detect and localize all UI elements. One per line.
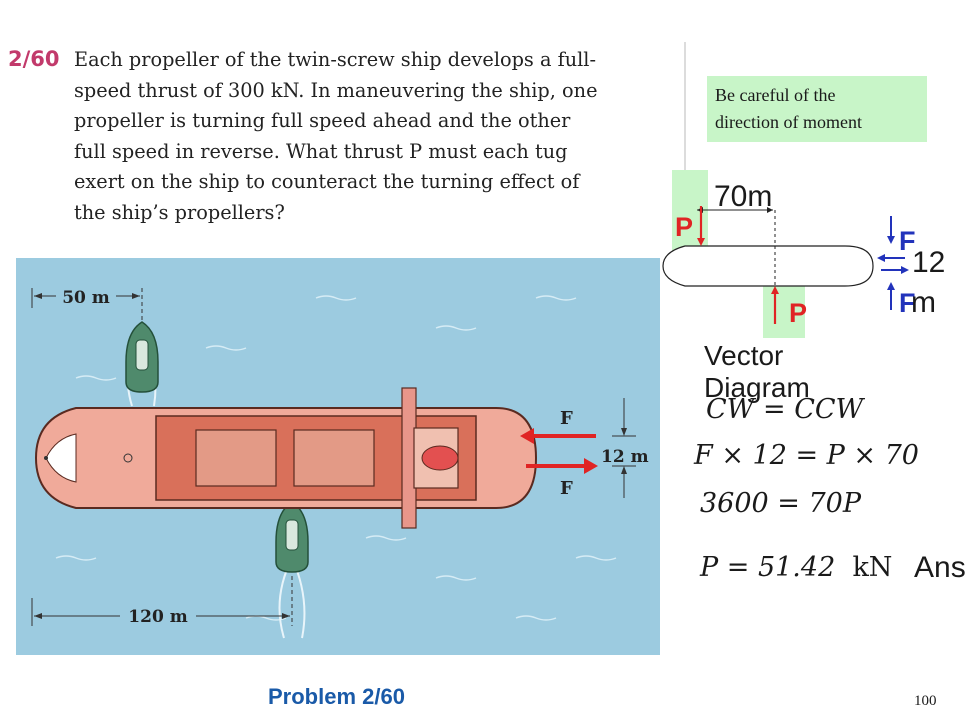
equation-moment-balance: CW = CCW <box>706 394 864 425</box>
P-label-top: P <box>675 212 694 242</box>
ship-hull <box>36 388 536 528</box>
problem-line: full speed in reverse. What thrust P must each tug <box>74 139 568 163</box>
note-line-2: direction of moment <box>715 112 862 132</box>
note-box <box>707 76 927 142</box>
dim-12-unit-label: m <box>911 286 936 319</box>
equation-result-unit: kN <box>852 552 893 583</box>
figure-caption: Problem 2/60 <box>268 684 405 709</box>
answer-label: Ans <box>914 551 966 584</box>
vector-title-line-2: Diagram <box>704 372 810 403</box>
vector-title-line-1: Vector <box>704 340 784 371</box>
dim-70m-label: 70m <box>714 180 773 213</box>
ship-outline <box>663 246 873 286</box>
dim-50m-label: 50 m <box>62 288 110 308</box>
dim-12-label: 12 <box>912 246 946 279</box>
equation-numeric: 3600 = 70P <box>700 488 862 519</box>
dim-12m-label: 12 m <box>601 447 649 467</box>
problem-line: propeller is turning full speed ahead and the other <box>74 109 571 132</box>
equation-moment-terms: F × 12 = P × 70 <box>694 440 919 471</box>
equation-result <box>700 552 892 583</box>
problem-line: exert on the ship to counteract the turning effect of <box>74 170 580 193</box>
problem-statement <box>8 45 680 240</box>
F-label-bottom: F <box>899 288 916 318</box>
F-label-top: F <box>899 226 916 256</box>
dim-120m-label: 120 m <box>128 607 188 627</box>
problem-line: the ship’s propellers? <box>74 200 285 224</box>
note-line-1: Be careful of the <box>715 85 836 105</box>
force-F-bottom-label: F <box>560 478 573 499</box>
equation-result-value: P = 51.42 <box>700 552 836 583</box>
force-F-top-label: F <box>560 408 573 429</box>
P-label-bottom: P <box>789 298 808 328</box>
problem-line: speed thrust of 300 kN. In maneuvering the ship, one <box>74 78 598 102</box>
ship-figure <box>16 258 660 655</box>
problem-number: 2/60 <box>8 47 60 71</box>
page-number: 100 <box>914 693 937 709</box>
problem-text <box>74 45 680 228</box>
problem-line: Each propeller of the twin-screw ship develops a full- <box>74 48 596 71</box>
